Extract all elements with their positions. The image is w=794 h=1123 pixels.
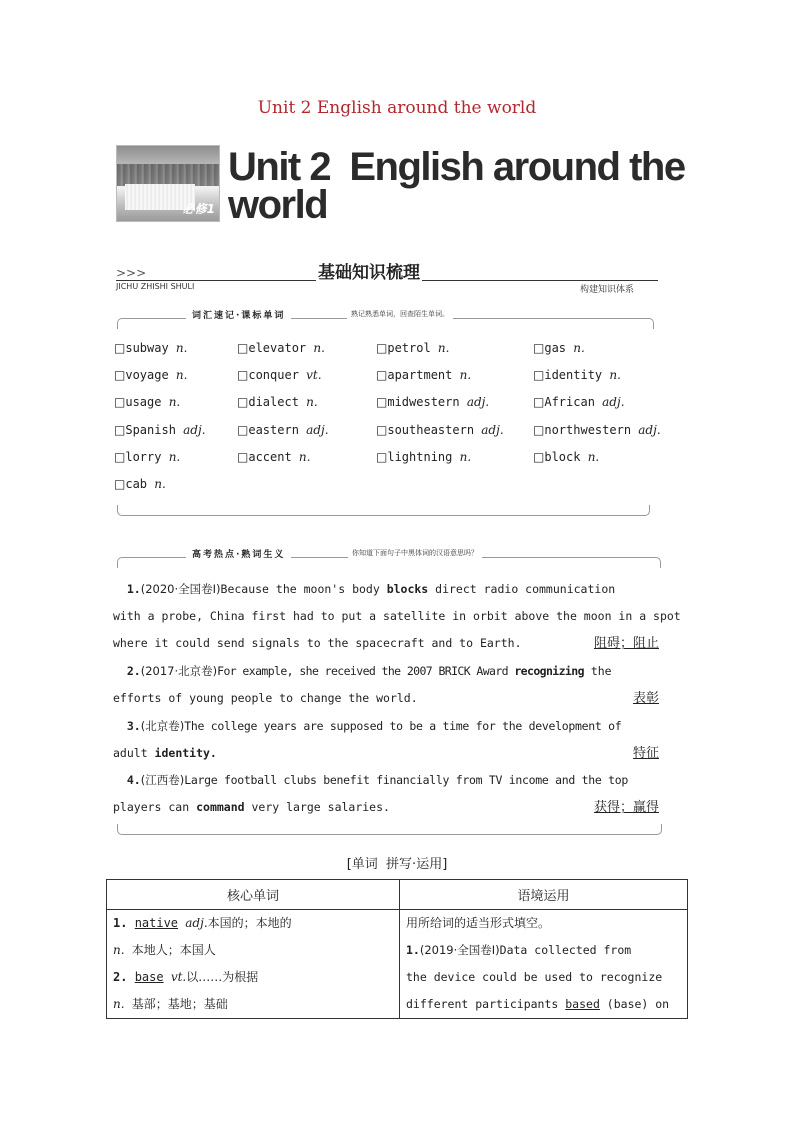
exercise-text: Data collected from (499, 943, 632, 957)
vocab-box-hint: 熟记熟悉单词，回查陌生单词。 (347, 309, 453, 319)
vocab-pos: n. (168, 395, 181, 410)
entry-number: 2. (113, 970, 128, 984)
hotspot-box-label: 高考热点·熟词生义 (186, 547, 291, 560)
vocab-item-elevator (237, 341, 325, 355)
checkbox-icon[interactable]: □ (533, 341, 545, 355)
vocab-word: Spanish (125, 422, 184, 437)
sentence-text: players can (113, 800, 197, 814)
vocab-pos: n. (313, 341, 325, 355)
table-header-row (107, 880, 688, 910)
sentence-text: the (583, 664, 612, 678)
table-cell-core-words (107, 910, 400, 1019)
vocab-pos: adj. (306, 422, 329, 437)
keyword: recognizing (514, 664, 584, 678)
checkbox-icon[interactable]: □ (376, 341, 388, 355)
checkbox-icon[interactable]: □ (376, 422, 388, 437)
vocab-word: apartment (387, 368, 460, 383)
sentence-text: Because the moon's body (220, 582, 387, 596)
vocab-word: lightning (387, 449, 460, 464)
vocab-word: identity (544, 368, 610, 383)
vocab-word: northwestern (544, 422, 639, 437)
hotspot-item-1 (113, 576, 681, 657)
banner-waterfall-image (116, 145, 220, 222)
sentence-text: efforts of young people to change the world. (113, 691, 418, 705)
vocab-item-southeastern (376, 423, 504, 437)
vocab-item-lorry (114, 450, 180, 464)
entry-definition: 本地人；本国人 (131, 943, 216, 957)
vocab-word: accent (248, 449, 299, 464)
section-arrows-icon: >>> (116, 266, 147, 280)
vocab-pos: n. (168, 449, 181, 464)
vocab-word: block (544, 449, 588, 464)
entry-pos: adj. (185, 916, 208, 930)
vocab-item-gas (533, 341, 585, 355)
item-number: 3. (126, 719, 141, 733)
answer: 表彰 (632, 691, 659, 706)
checkbox-icon[interactable]: □ (376, 368, 388, 383)
vocab-word: midwestern (387, 395, 467, 410)
vocab-word: voyage (125, 368, 176, 383)
table-cell-context-usage (400, 910, 688, 1019)
vocab-item-block (533, 450, 599, 464)
answer: 获得；赢得 (593, 800, 659, 815)
sentence-text: The college years are supposed to be a time for the development of (184, 719, 622, 733)
vocab-pos: n. (175, 341, 188, 355)
entry-word: native (134, 916, 179, 930)
checkbox-icon[interactable]: □ (533, 422, 545, 437)
vocab-item-spanish (114, 423, 206, 437)
banner-tag: 必修1 (182, 202, 215, 216)
vocab-box-label: 词汇速记·课标单词 (186, 308, 291, 321)
checkbox-icon[interactable]: □ (114, 395, 126, 410)
vocab-pos: adj. (602, 395, 625, 410)
section-right-label: 构建知识体系 (580, 285, 635, 295)
vocab-item-usage (114, 395, 180, 409)
vocab-item-eastern (237, 423, 329, 437)
entry-pos: vt. (170, 970, 187, 984)
sentence-text: Large football clubs benefit financially from TV income and the top (184, 773, 628, 787)
vocab-pos: n. (573, 341, 585, 355)
item-source: (2017·北京卷) (140, 664, 218, 678)
checkbox-icon[interactable]: □ (114, 422, 126, 437)
hotspot-box-bottom-border (117, 824, 662, 835)
vocab-pos: n. (306, 395, 318, 410)
answer: 阻碍；阻止 (593, 636, 659, 651)
checkbox-icon[interactable]: □ (533, 449, 545, 464)
checkbox-icon[interactable]: □ (237, 449, 249, 464)
checkbox-icon[interactable]: □ (237, 341, 249, 355)
vocab-item-northwestern (533, 423, 661, 437)
vocab-item-african (533, 395, 625, 409)
checkbox-icon[interactable]: □ (237, 395, 249, 410)
vocab-pos: n. (175, 368, 188, 383)
sentence-text: with a probe, China first had to put a satellite in orbit above the moon in a spot (113, 609, 681, 623)
vocab-pos: n. (437, 341, 450, 355)
checkbox-icon[interactable]: □ (114, 341, 126, 355)
item-source: (江西卷) (140, 773, 185, 787)
vocab-word: petrol (387, 341, 438, 355)
vocab-item-voyage (114, 368, 187, 382)
item-number: 2. (126, 664, 141, 678)
checkbox-icon[interactable]: □ (533, 395, 545, 410)
vocab-item-dialect (237, 395, 318, 409)
checkbox-icon[interactable]: □ (237, 422, 249, 437)
vocab-word: cab (125, 477, 155, 491)
hotspot-item-3 (113, 713, 661, 767)
hotspot-box-hint: 你知道下面句子中黑体词的汉语意思吗？ (348, 548, 482, 558)
checkbox-icon[interactable]: □ (376, 449, 388, 464)
vocab-word: dialect (248, 395, 307, 410)
vocab-pos: adj. (638, 422, 661, 437)
sentence-text: where it could send signals to the spacecraft and to Earth. (113, 636, 522, 650)
entry-definition: 基部；基地；基础 (131, 997, 228, 1011)
exercise-text: the device could be used to recognize (406, 970, 663, 984)
table-row (107, 910, 688, 1019)
vocab-word: gas (544, 341, 574, 355)
vocab-word: subway (125, 341, 176, 355)
item-number: 1. (126, 582, 141, 596)
entry-pos: n. (113, 943, 125, 957)
vocab-pos: n. (154, 477, 166, 491)
entry-definition: 以……为根据 (186, 970, 259, 984)
keyword: identity. (154, 746, 217, 760)
sentence-text: adult (113, 746, 155, 760)
hotspot-item-4 (113, 767, 661, 821)
checkbox-icon[interactable]: □ (114, 368, 126, 383)
vocab-word: elevator (248, 341, 314, 355)
table-caption: [单词 拼写·运用] (346, 857, 448, 872)
vocab-pos: n. (459, 449, 472, 464)
checkbox-icon[interactable]: □ (114, 449, 126, 464)
item-number: 4. (126, 773, 141, 787)
vocab-pos: n. (587, 449, 600, 464)
exercise-text: (base) on (599, 997, 670, 1011)
vocab-item-midwestern (376, 395, 489, 409)
vocab-usage-table (106, 879, 688, 1019)
entry-word: base (134, 970, 164, 984)
vocab-word: lorry (125, 449, 169, 464)
sentence-text: direct radio communication (428, 582, 616, 596)
entry-number: 1. (113, 916, 128, 930)
checkbox-icon[interactable]: □ (376, 395, 388, 410)
unit-header-title: Unit 2 English around the world (257, 98, 537, 118)
vocab-pos: adj. (466, 395, 490, 410)
vocab-word: conquer (248, 368, 307, 383)
vocab-pos: adj. (183, 422, 206, 437)
vocab-box-bottom-border (117, 505, 650, 516)
vocab-item-cab (114, 477, 166, 491)
entry-pos: n. (113, 997, 125, 1011)
vocab-pos: n. (609, 368, 621, 383)
entry-definition: 本国的；本地的 (207, 916, 292, 930)
exercise-text: different participants (406, 997, 566, 1011)
checkbox-icon[interactable]: □ (237, 368, 249, 383)
checkbox-icon[interactable]: □ (533, 368, 545, 383)
exercise-answer: based (565, 997, 600, 1011)
vocab-word: southeastern (387, 422, 482, 437)
vocab-pos: n. (298, 449, 311, 464)
table-header-context-usage: 语境运用 (400, 880, 688, 910)
page-title (228, 145, 698, 227)
hotspot-item-2 (113, 658, 661, 712)
sentence-text: very large salaries. (244, 800, 390, 814)
table-header-core-words: 核心单词 (107, 880, 400, 910)
vocab-item-identity (533, 368, 621, 382)
answer: 特征 (632, 746, 659, 761)
section-pinyin: JICHU ZHISHI SHULI (116, 282, 195, 291)
instruction-text: 用所给词的适当形式填空。 (406, 916, 551, 930)
vocab-item-lightning (376, 450, 471, 464)
page-title-line1: Unit 2 English around the (228, 145, 685, 189)
item-source: (北京卷) (140, 719, 185, 733)
page-title-line2: world (228, 183, 328, 227)
vocab-pos: n. (459, 368, 472, 383)
vocab-word: usage (125, 395, 169, 410)
vocab-pos: vt. (306, 368, 322, 383)
exercise-number: 1. (406, 943, 420, 957)
vocab-pos: adj. (481, 422, 504, 437)
vocab-word: eastern (248, 422, 307, 437)
keyword: blocks (386, 582, 429, 596)
vocab-item-accent (237, 450, 310, 464)
vocab-item-subway (114, 341, 187, 355)
exercise-source: (2019·全国卷Ⅰ) (419, 943, 500, 957)
banner-trees-graphic (117, 164, 219, 186)
section-title: 基础知识梳理 (316, 258, 422, 283)
sentence-text: For example, she received the 2007 BRICK Award (217, 664, 515, 678)
vocab-item-conquer (237, 368, 322, 382)
vocab-word: African (544, 395, 603, 410)
vocab-item-apartment (376, 368, 471, 382)
checkbox-icon[interactable]: □ (114, 477, 126, 491)
keyword: command (196, 800, 245, 814)
item-source: (2020·全国卷Ⅰ) (140, 582, 221, 596)
vocab-item-petrol (376, 341, 449, 355)
